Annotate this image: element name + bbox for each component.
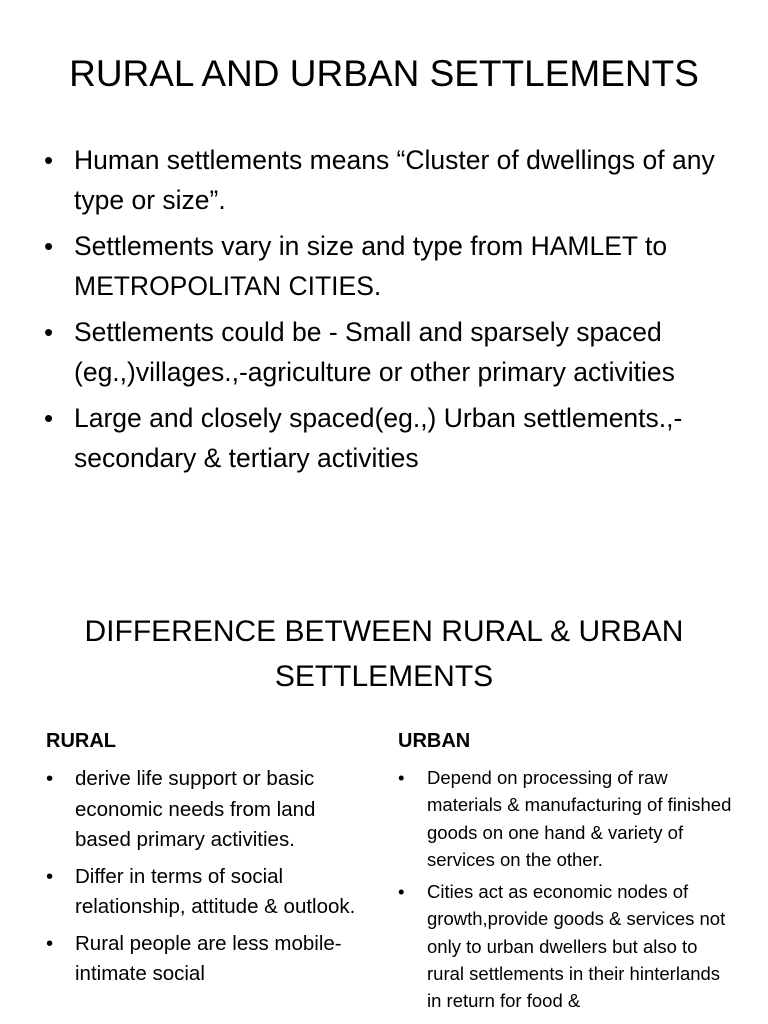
list-item-text: Human settlements means “Cluster of dwellings of any type or size”. bbox=[74, 145, 715, 215]
urban-points-list bbox=[398, 764, 738, 1020]
list-item-text: Settlements could be - Small and sparsely spaced (eg.,)villages.,-agriculture or other primary activities bbox=[74, 317, 675, 387]
main-points-list bbox=[42, 140, 742, 484]
list-item bbox=[398, 764, 738, 873]
rural-heading: RURAL bbox=[46, 730, 116, 752]
list-item-text: Large and closely spaced(eg.,) Urban settlements.,- secondary & tertiary activities bbox=[74, 403, 683, 473]
list-item bbox=[398, 878, 738, 1014]
bullet-icon: • bbox=[46, 931, 54, 955]
bullet-icon: • bbox=[46, 864, 54, 888]
rural-points-list bbox=[46, 764, 366, 996]
list-item-text: Differ in terms of social relationship, attitude & outlook. bbox=[75, 864, 356, 918]
list-item bbox=[46, 929, 366, 990]
list-item-text: Depend on processing of raw materials & manufacturing of finished goods on one hand & variety of services on the other. bbox=[427, 767, 732, 870]
urban-heading: URBAN bbox=[398, 730, 471, 752]
bullet-icon: • bbox=[398, 881, 405, 903]
bullet-icon: • bbox=[44, 145, 54, 175]
list-item bbox=[42, 398, 742, 478]
list-item bbox=[42, 312, 742, 392]
bullet-icon: • bbox=[398, 767, 405, 788]
list-item-text: Settlements vary in size and type from HAMLET to METROPOLITAN CITIES. bbox=[74, 231, 668, 301]
list-item-text: Rural people are less mobile-intimate social bbox=[75, 931, 342, 985]
bullet-icon: • bbox=[46, 767, 54, 790]
list-item bbox=[46, 862, 366, 923]
slide-title: RURAL AND URBAN SETTLEMENTS bbox=[69, 53, 699, 94]
list-item bbox=[42, 226, 742, 306]
list-item bbox=[46, 764, 366, 856]
list-item-text: derive life support or basic economic needs from land based primary activities. bbox=[75, 767, 316, 851]
bullet-icon: • bbox=[44, 231, 54, 261]
bullet-icon: • bbox=[44, 403, 54, 433]
list-item-text: Cities act as economic nodes of growth,provide goods & services not only to urban dwellers but also to rural settlements in their hinterlands in return for food & bbox=[427, 881, 726, 1012]
difference-section-title: DIFFERENCE BETWEEN RURAL & URBAN SETTLEMENTS bbox=[84, 615, 684, 693]
list-item bbox=[42, 140, 742, 220]
bullet-icon: • bbox=[44, 317, 54, 347]
